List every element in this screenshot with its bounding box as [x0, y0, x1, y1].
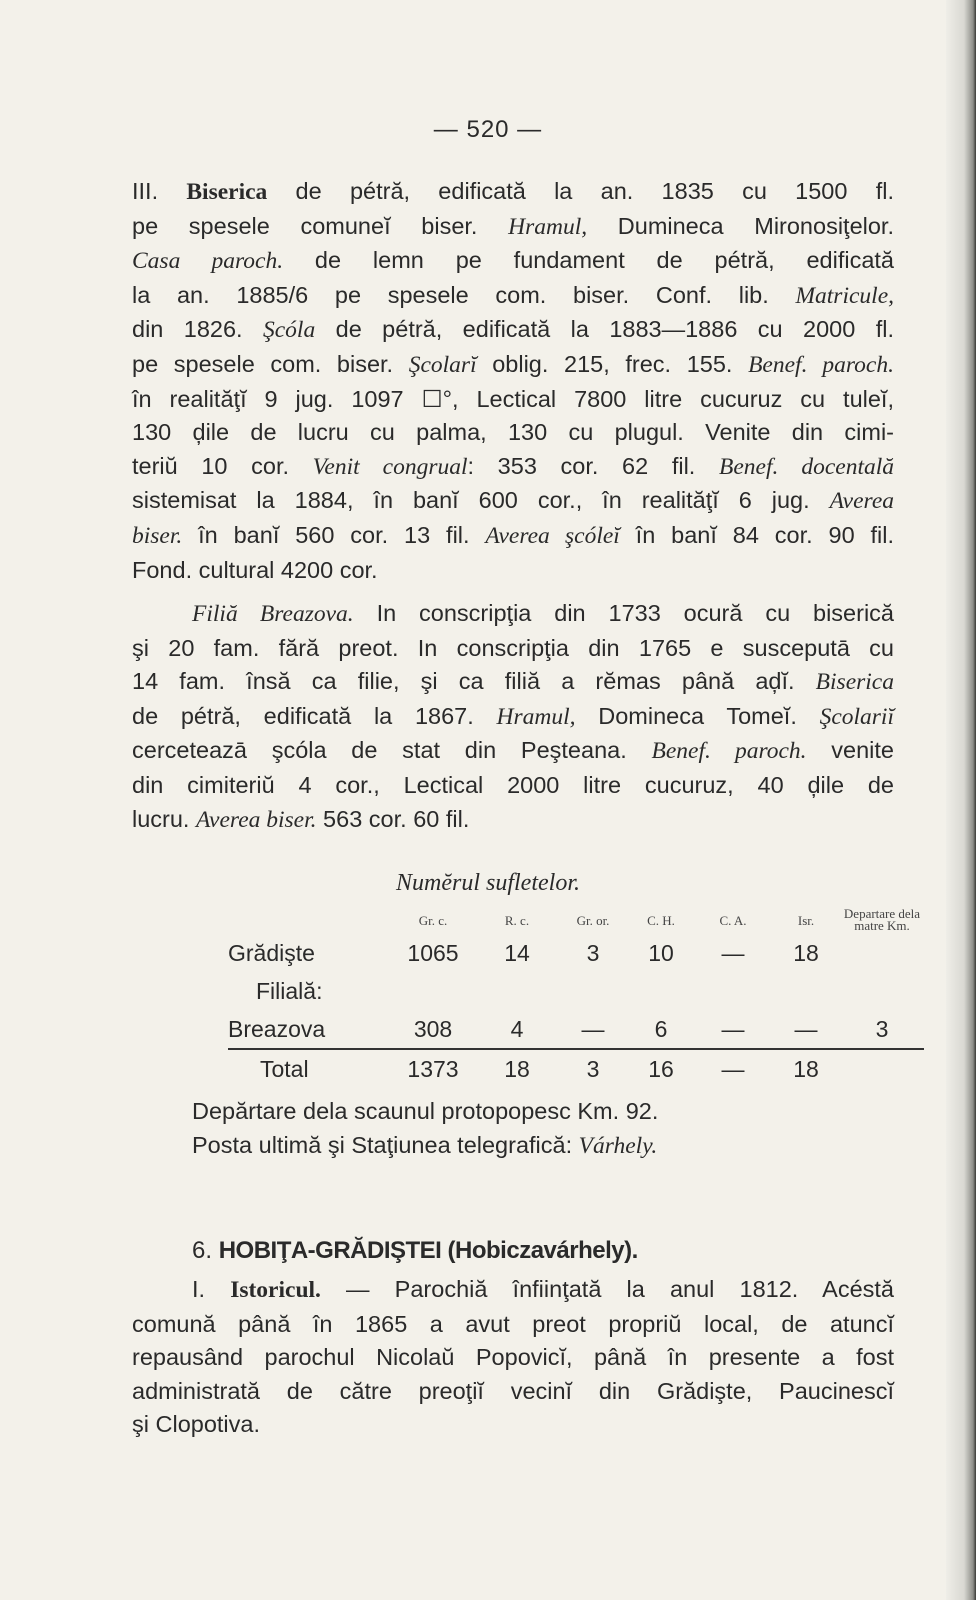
page-edge-shadow: [946, 0, 976, 1600]
souls-table-title: Numĕrul sufletelor.: [396, 870, 580, 896]
text-line: sistemisat la 1884, în banĭ 600 cor., în realităţĭ 6 jug. Averea: [132, 487, 894, 515]
text-line: Fond. cultural 4200 cor.: [132, 556, 378, 583]
text-line: Filiă Breazova. In conscripţia din 1733 ocură cu biserică: [192, 600, 894, 627]
page-number: — 520 —: [433, 116, 543, 143]
text-line: cerceteazā şcóla de stat din Peşteana. Benef. paroch. venite: [132, 737, 894, 765]
text-line: Casa paroch. de lemn pe fundament de pétră, edificată: [132, 247, 894, 275]
column-header: Gr. c.: [418, 913, 448, 928]
text-line: în realităţĭ 9 jug. 1097 ☐°, Lectical 7800 litre cucuruz cu tuleĭ,: [132, 385, 894, 412]
text-line: din cimiteriŭ 4 cor., Lectical 2000 litre cucuruz, 40 ḑile de: [132, 771, 894, 798]
text-line: pe spesele comuneĭ biser. Hramul, Dumineca Mironosiţelor.: [132, 212, 894, 240]
text-line: şi 20 fam. fără preot. In conscripţia din 1765 e susceputā cu: [132, 634, 894, 661]
text-line: III. Biserica de pétră, edificată la an. 1835 cu 1500 fl.: [132, 178, 894, 205]
table-row: Filială:: [256, 977, 323, 1004]
text-line: biser. în banĭ 560 cor. 13 fil. Averea şcóleĭ în banĭ 84 cor. 90 fil.: [132, 521, 895, 549]
text-line: repausând parochul Nicolaŭ Popovicĭ, până în presente a fost: [132, 1344, 894, 1371]
section-heading: 6. HOBIŢA-GRĂDIŞTEI (Hobiczavárhely).: [192, 1237, 638, 1264]
column-header: Gr. or.: [576, 913, 610, 928]
text-line: Posta ultimă şi Staţiunea telegrafică: Várhely.: [192, 1131, 658, 1159]
text-line: de pétră, edificată la 1867. Hramul, Domineca Tomeĭ. Şcolariĭ: [132, 702, 894, 730]
column-header: C. H.: [647, 913, 675, 928]
istoricul-paragraph: [132, 1273, 894, 1442]
column-header: R. c.: [504, 913, 530, 928]
souls-table: [228, 908, 924, 1088]
section-6-heading: [192, 1234, 892, 1268]
table-header-row: [228, 908, 924, 934]
text-line: I. Istoricul. — Parochiă înfiinţată la anul 1812. Acéstă: [192, 1276, 894, 1303]
filia-paragraph: [132, 597, 894, 837]
distance-info: [192, 1095, 892, 1163]
text-line: comună până în 1865 a avut preot propriŭ local, de atuncĭ: [132, 1310, 894, 1337]
text-line: pe spesele com. biser. Şcolarĭ oblig. 215, frec. 155. Benef. paroch.: [132, 350, 894, 378]
column-header: Departare dela matre Km.: [843, 906, 921, 933]
text-line: la an. 1885/6 pe spesele com. biser. Conf. lib. Matricule,: [132, 281, 894, 309]
table-row-total: Total 1373 18 3 16 — 18: [260, 1055, 819, 1082]
text-line: şi Clopotiva.: [132, 1411, 260, 1438]
text-line: 130 ḑile de lucru cu palma, 130 cu plugul. Venite din cimi-: [132, 419, 894, 446]
text-line: Depărtare dela scaunul protopopesc Km. 92.: [192, 1098, 659, 1124]
column-header: C. A.: [719, 913, 747, 928]
section-iii: [132, 175, 894, 587]
text-line: lucru. Averea biser. 563 cor. 60 fil.: [132, 805, 470, 833]
text-line: teriŭ 10 cor. Venit congrual: 353 cor. 62 fil. Benef. docentală: [132, 452, 895, 480]
text-line: 14 fam. însă ca filie, şi ca filiă a rĕmas până aḑĭ. Biserica: [132, 668, 894, 696]
table-row: Breazova 308 4 — 6 — — 3: [228, 1010, 924, 1049]
column-header: Isr.: [797, 913, 815, 928]
text-line: din 1826. Şcóla de pétră, edificată la 1883—1886 cu 2000 fl.: [132, 316, 894, 344]
text-line: administrată de către preoţiĭ vecinĭ din Grădişte, Paucinescĭ: [132, 1377, 894, 1404]
table-row: Grădişte 1065 14 3 10 — 18: [228, 939, 819, 966]
